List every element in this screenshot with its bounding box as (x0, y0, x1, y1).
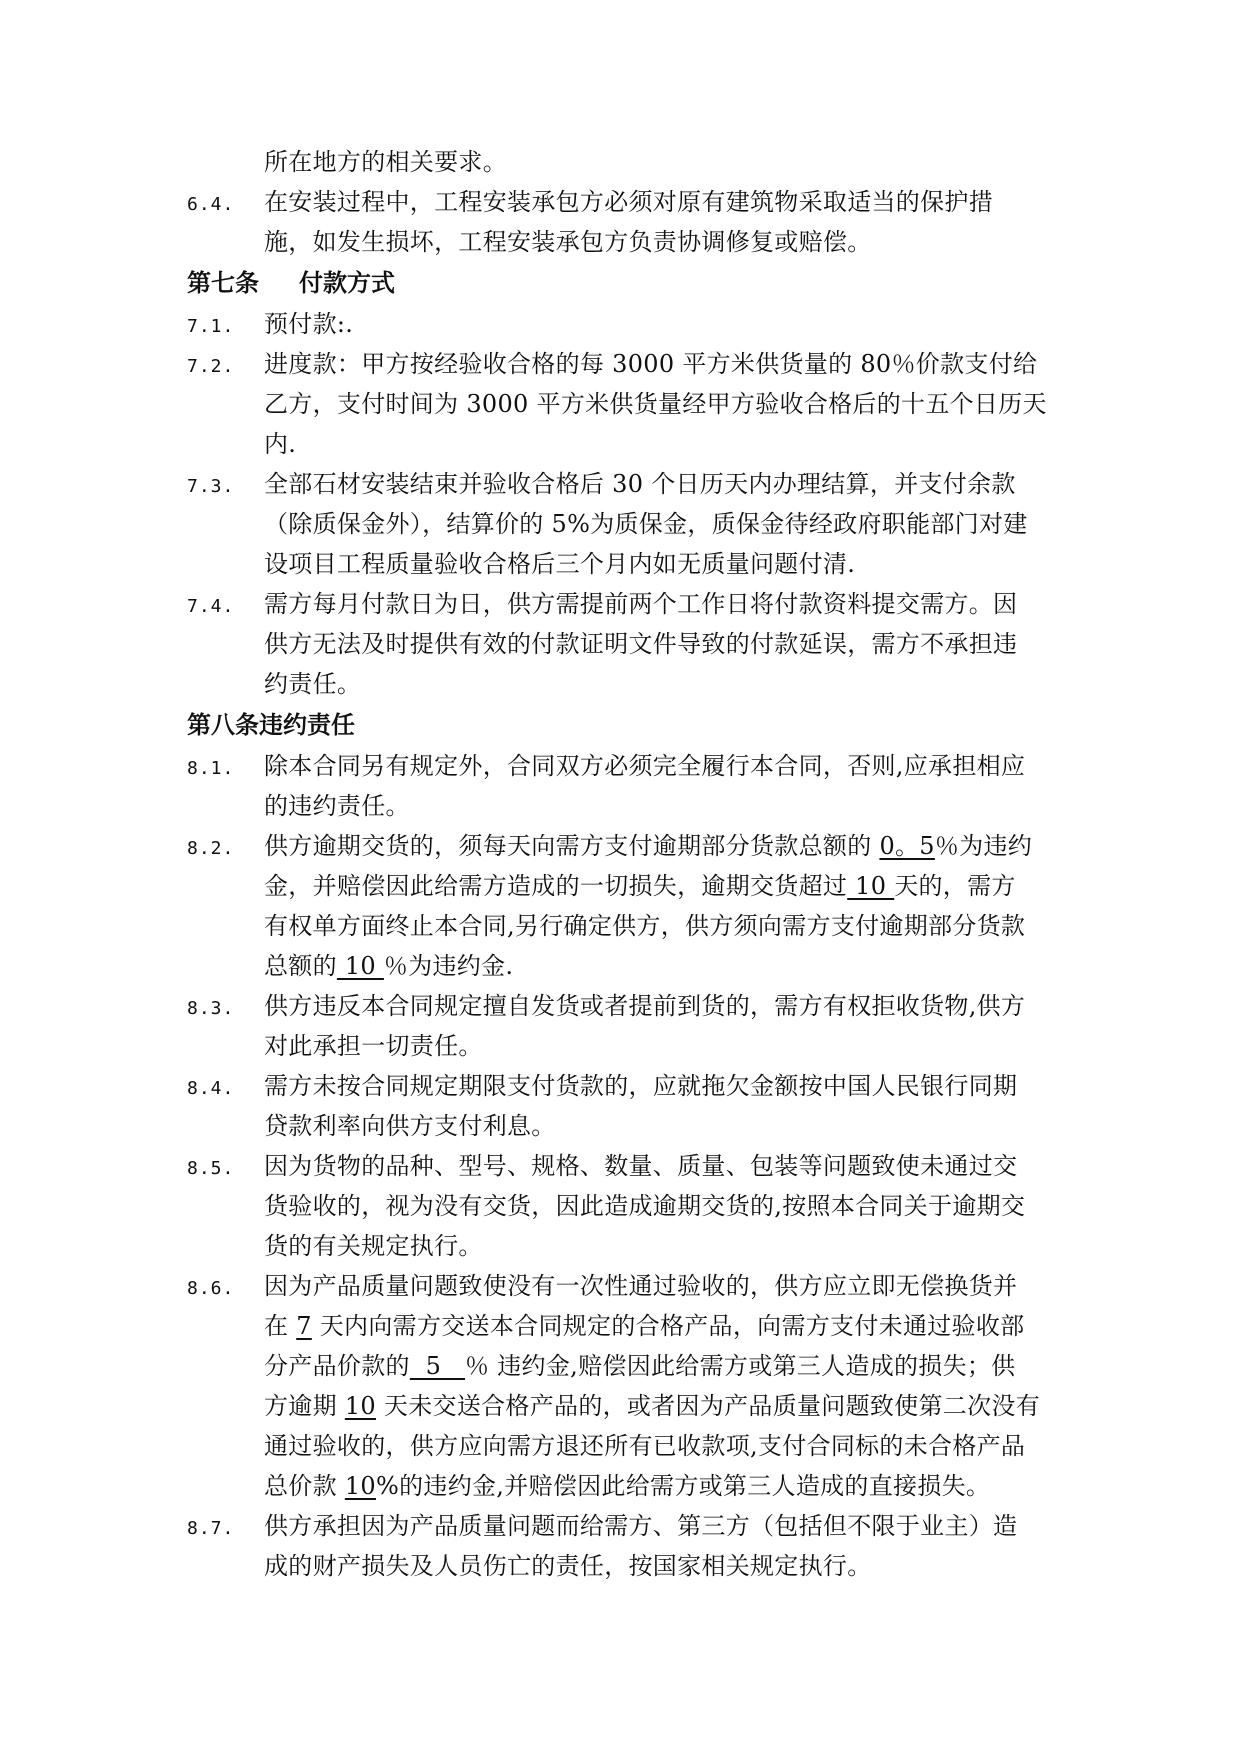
clause-text: ％为违约金. (383, 952, 514, 980)
clause-text: 需方未按合同规定期限支付货款的，应就拖欠金额按中国人民银行同期 (264, 1072, 1018, 1100)
clause-continuation-line (187, 1226, 1067, 1266)
section-heading (187, 262, 1067, 304)
clause-line (187, 746, 1067, 786)
clause-text: 分产品价款的 (264, 1352, 410, 1380)
clause-text: 的违约责任。 (264, 792, 410, 820)
clause-text: 所在地方的相关要求。 (264, 148, 507, 176)
clause-continuation-line (187, 1346, 1067, 1386)
clause-continuation-line (187, 624, 1067, 664)
clause-text: 方逾期 (264, 1392, 345, 1420)
filled-blank: 0。5 (879, 832, 935, 860)
clause-text: 总价款 (264, 1472, 345, 1500)
clause-continuation-line (187, 424, 1067, 464)
clause-text: 需方每月付款日为日，供方需提前两个工作日将付款资料提交需方。因 (264, 590, 1018, 618)
clause-continuation-line (187, 544, 1067, 584)
clause-line (187, 182, 1067, 222)
clause-text: 总额的 (264, 952, 337, 980)
clause-text: （除质保金外），结算价的 5%为质保金，质保金待经政府职能部门对建 (264, 510, 1028, 538)
clause-continuation-line (187, 866, 1067, 906)
clause-number: 6.4. (187, 194, 235, 215)
clause-text: 进度款：甲方按经验收合格的每 3000 平方米供货量的 80％价款支付给 (264, 350, 1038, 378)
clause-text: 除本合同另有规定外，合同双方必须完全履行本合同，否则,应承担相应 (264, 752, 1026, 780)
clause-line (187, 826, 1067, 866)
clause-text: 有权单方面终止本合同,另行确定供方，供方须向需方支付逾期部分货款 (264, 912, 1026, 940)
clause-number: 8.7. (187, 1518, 235, 1539)
clause-continuation-line (187, 1186, 1067, 1226)
clause-continuation-line (187, 222, 1067, 262)
clause-number: 8.2. (187, 838, 235, 859)
filled-blank: 10 (336, 952, 384, 980)
clause-continuation-line (187, 1106, 1067, 1146)
clause-continuation-line (187, 906, 1067, 946)
clause-text: ％ 违约金,赔偿因此给需方或第三人造成的损失；供 (465, 1352, 1016, 1380)
clause-text: 乙方，支付时间为 3000 平方米供货量经甲方验收合格后的十五个日历天 (264, 390, 1047, 418)
clause-line (187, 1066, 1067, 1106)
clause-text: 内. (264, 430, 297, 458)
clause-continuation-line (187, 1026, 1067, 1066)
clause-text: 供方违反本合同规定擅自发货或者提前到货的，需方有权拒收货物,供方 (264, 992, 1026, 1020)
section-heading-title: 第八条违约责任 (187, 711, 355, 739)
clause-text: 因为货物的品种、型号、规格、数量、质量、包装等问题致使未通过交 (264, 1152, 1018, 1180)
clause-number: 7.1. (187, 316, 235, 337)
clause-text: 对此承担一切责任。 (264, 1032, 483, 1060)
clause-number: 8.3. (187, 998, 235, 1019)
clause-continuation-line (187, 142, 1067, 182)
clause-line (187, 464, 1067, 504)
clause-line (187, 1146, 1067, 1186)
clause-number: 7.3. (187, 476, 235, 497)
clause-number: 8.4. (187, 1078, 235, 1099)
clause-number: 7.4. (187, 596, 235, 617)
clause-line (187, 584, 1067, 624)
section-heading-subtitle: 付款方式 (299, 269, 395, 297)
clause-line (187, 344, 1067, 384)
clause-number: 7.2. (187, 356, 235, 377)
clause-line (187, 1506, 1067, 1546)
clause-continuation-line (187, 384, 1067, 424)
clause-continuation-line (187, 1306, 1067, 1346)
clause-text: 贷款利率向供方支付利息。 (264, 1112, 556, 1140)
clause-line (187, 986, 1067, 1026)
clause-text: 货的有关规定执行。 (264, 1232, 483, 1260)
clause-text: 金，并赔偿因此给需方造成的一切损失，逾期交货超过 (264, 872, 848, 900)
clause-continuation-line (187, 1386, 1067, 1426)
clause-number: 8.1. (187, 758, 235, 779)
filled-blank: 7 (296, 1312, 312, 1340)
clause-text: 天未交送合格产品的，或者因为产品质量问题致使第二次没有 (375, 1392, 1041, 1420)
clause-text: 施，如发生损坏，工程安装承包方负责协调修复或赔偿。 (264, 228, 872, 256)
clause-continuation-line (187, 1426, 1067, 1466)
section-heading-title: 第七条 (187, 269, 259, 297)
clause-text: 货验收的，视为没有交货，因此造成逾期交货的,按照本合同关于逾期交 (264, 1192, 1026, 1220)
clause-text: 在 (264, 1312, 297, 1340)
clause-text: 通过验收的，供方应向需方退还所有已收款项,支付合同标的未合格产品 (264, 1432, 1026, 1460)
filled-blank: 5 (409, 1352, 466, 1380)
section-heading (187, 704, 1067, 746)
contract-body (187, 142, 1067, 1586)
clause-text: 在安装过程中，工程安装承包方必须对原有建筑物采取适当的保护措 (264, 188, 993, 216)
clause-continuation-line (187, 664, 1067, 704)
clause-continuation-line (187, 504, 1067, 544)
clause-text: 天的，需方 (894, 872, 1016, 900)
filled-blank: 10 (344, 1472, 376, 1500)
clause-text: 供方逾期交货的，须每天向需方支付逾期部分货款总额的 (264, 832, 880, 860)
clause-text: 供方无法及时提供有效的付款证明文件导致的付款延误，需方不承担违 (264, 630, 1018, 658)
filled-blank: 10 (344, 1392, 376, 1420)
clause-text: 因为产品质量问题致使没有一次性通过验收的，供方应立即无偿换货并 (264, 1272, 1018, 1300)
clause-continuation-line (187, 946, 1067, 986)
clause-text: 约责任。 (264, 670, 362, 698)
clause-text: 预付款:. (264, 310, 354, 338)
clause-line (187, 304, 1067, 344)
clause-text: 全部石材安装结束并验收合格后 30 个日历天内办理结算，并支付余款 (264, 470, 1016, 498)
clause-text: %的违约金,并赔偿因此给需方或第三人造成的直接损失。 (375, 1472, 991, 1500)
clause-text: 设项目工程质量验收合格后三个月内如无质量问题付清. (264, 550, 856, 578)
clause-continuation-line (187, 1466, 1067, 1506)
clause-continuation-line (187, 786, 1067, 826)
clause-text: 天内向需方交送本合同规定的合格产品，向需方支付未通过验收部 (311, 1312, 1025, 1340)
clause-continuation-line (187, 1546, 1067, 1586)
filled-blank: 10 (847, 872, 895, 900)
clause-number: 8.6. (187, 1278, 235, 1299)
clause-text: 成的财产损失及人员伤亡的责任，按国家相关规定执行。 (264, 1552, 872, 1580)
clause-number: 8.5. (187, 1158, 235, 1179)
clause-line (187, 1266, 1067, 1306)
clause-text: 供方承担因为产品质量问题而给需方、第三方（包括但不限于业主）造 (264, 1512, 1018, 1540)
clause-text: ％为违约 (934, 832, 1033, 860)
